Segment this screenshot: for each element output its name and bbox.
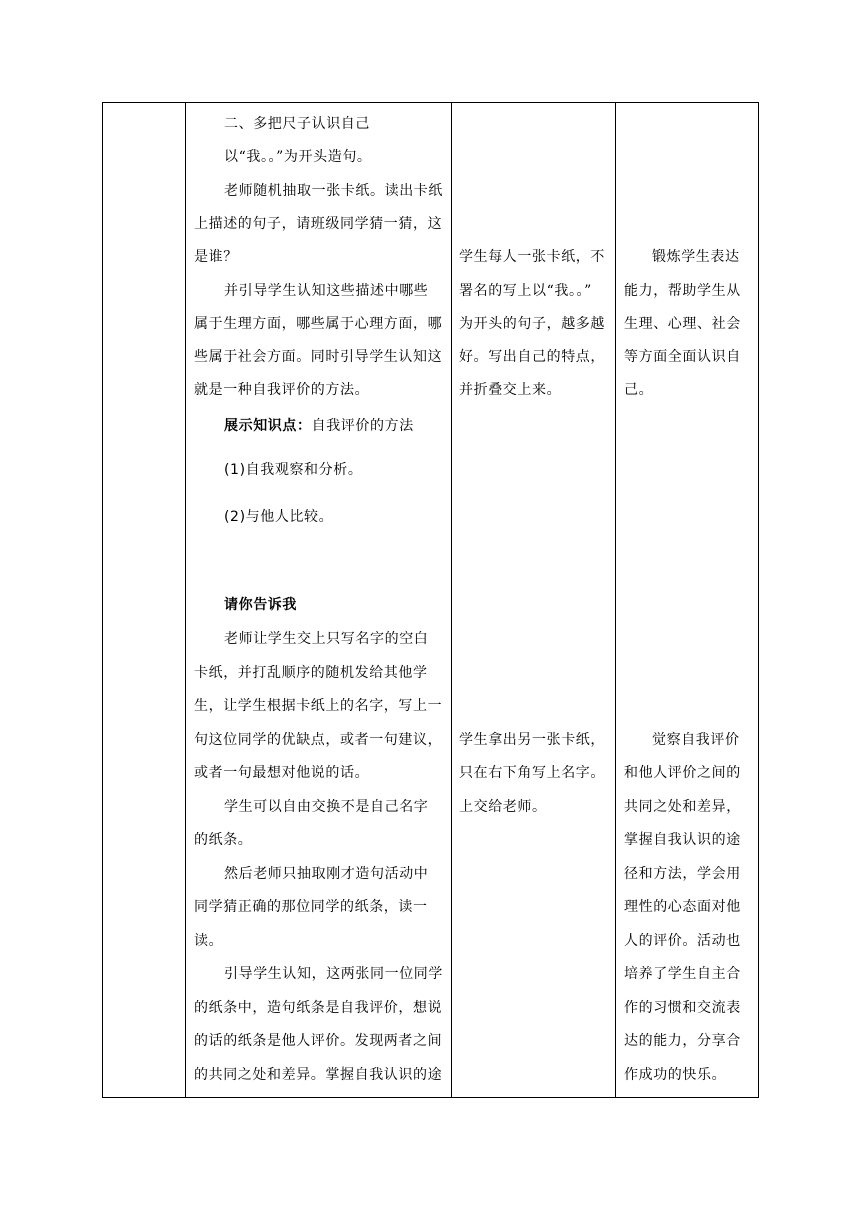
teacher-activity-cell <box>186 103 451 1097</box>
intent-line: 达的能力，分享合 <box>624 1033 741 1049</box>
activity-line: 老师随机抽取一张卡纸。读出卡纸 <box>224 183 443 199</box>
student-line: 上交给老师。 <box>459 799 547 815</box>
activity-line: 的共同之处和差异。掌握自我认识的途 <box>194 1067 443 1083</box>
method-number: (1) <box>224 462 246 478</box>
student-line: 学生每人一张卡纸，不 <box>459 249 605 265</box>
activity-line: 属于生理方面，哪些属于心理方面，哪 <box>194 316 443 332</box>
intent-line: 作的习惯和交流表 <box>624 1000 741 1016</box>
method-number: (2) <box>224 509 246 525</box>
intent-line: 觉察自我评价 <box>652 732 740 748</box>
student-line: 只在右下角写上名字。 <box>459 765 605 781</box>
section-heading: 二、多把尺子认识自己 <box>224 116 370 132</box>
student-line: 学生拿出另一张卡纸， <box>459 732 605 748</box>
student-line: 并折叠交上来。 <box>459 382 562 398</box>
student-line: 署名的写上以“我。。” <box>459 283 592 299</box>
intent-line: 己。 <box>624 382 654 398</box>
design-intent-cell <box>616 103 758 1097</box>
knowledge-point-label: 展示知识点： <box>224 418 312 434</box>
intent-line: 等方面全面认识自 <box>624 349 741 365</box>
activity-line: 生，让学生根据卡纸上的名字，写上一 <box>194 698 443 714</box>
activity-line: 卡纸，并打乱顺序的随机发给其他学 <box>194 665 428 681</box>
intent-line: 径和方法，学会用 <box>624 866 741 882</box>
activity-line: 然后老师只抽取刚才造句活动中 <box>224 866 429 882</box>
activity-line: 或者一句最想对他说的话。 <box>194 765 370 781</box>
activity-line: 老师让学生交上只写名字的空白 <box>224 631 429 647</box>
student-line: 好。写出自己的特点， <box>459 349 605 365</box>
intent-line: 理性的心态面对他 <box>624 899 741 915</box>
activity-line: 的纸条中，造句纸条是自我评价，想说 <box>194 1000 443 1016</box>
intent-line: 能力，帮助学生从 <box>624 283 741 299</box>
intent-line: 共同之处和差异， <box>624 799 741 815</box>
intent-line: 掌握自我认识的途 <box>624 832 741 848</box>
intent-line: 人的评价。活动也 <box>624 933 741 949</box>
method-item <box>224 507 333 527</box>
method-item <box>224 460 362 480</box>
intent-line: 锻炼学生表达 <box>652 249 740 265</box>
intent-line: 和他人评价之间的 <box>624 765 741 781</box>
activity-line: 上描述的句子，请班级同学猜一猜，这 <box>194 216 443 232</box>
knowledge-point <box>224 416 414 436</box>
method-text: 自我观察和分析。 <box>245 462 363 478</box>
activity-line: 的纸条。 <box>194 832 253 848</box>
student-line: 为开头的句子，越多越 <box>459 316 605 332</box>
activity-line: 学生可以自由交换不是自己名字 <box>224 799 429 815</box>
intent-line: 生理、心理、社会 <box>624 316 741 332</box>
activity-line: 读。 <box>194 933 224 949</box>
activity-line: 就是一种自我评价的方法。 <box>194 382 370 398</box>
knowledge-point-text: 自我评价的方法 <box>311 418 414 434</box>
student-activity-cell <box>452 103 615 1097</box>
activity-line: 同学猜正确的那位同学的纸条，读一 <box>194 899 428 915</box>
intent-line: 培养了学生自主合 <box>624 966 741 982</box>
activity-line: 些属于社会方面。同时引导学生认知这 <box>194 349 443 365</box>
intent-line: 作成功的快乐。 <box>624 1067 727 1083</box>
lesson-table <box>102 102 759 1098</box>
method-text: 与他人比较。 <box>245 509 334 525</box>
activity-line: 是谁？ <box>194 249 238 265</box>
stage-cell <box>103 103 185 1097</box>
activity-line: 的话的纸条是他人评价。发现两者之间 <box>194 1033 443 1049</box>
subsection-heading: 请你告诉我 <box>224 597 297 613</box>
activity-line: 句这位同学的优缺点，或者一句建议， <box>194 732 443 748</box>
activity-line: 并引导学生认知这些描述中哪些 <box>224 283 429 299</box>
activity-line: 引导学生认知，这两张同一位同学 <box>224 966 443 982</box>
activity-line: 以“我。。”为开头造句。 <box>224 149 372 165</box>
